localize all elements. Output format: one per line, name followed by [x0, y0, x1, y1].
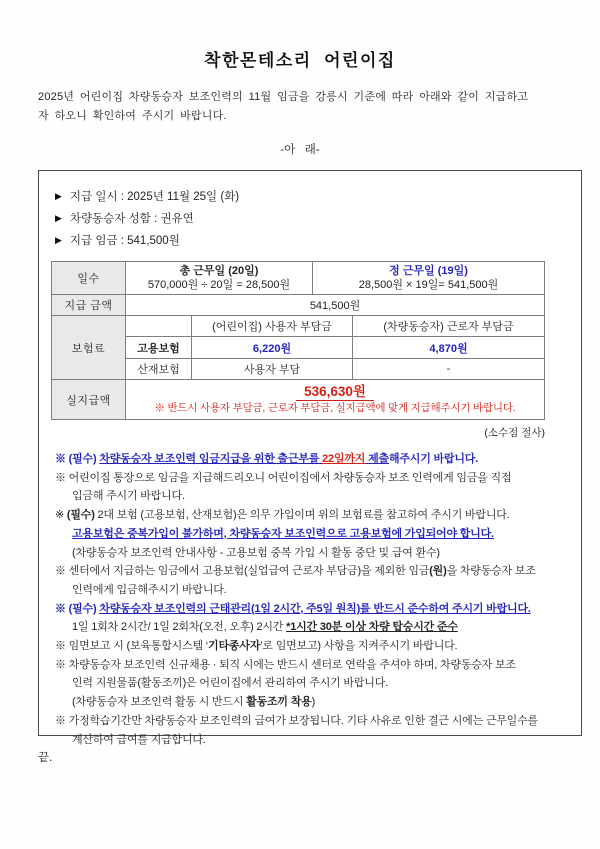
note-line: 인력에게 입금해주시기 바랍니다. — [72, 583, 227, 596]
worker-share-header-cell: (차량동승자) 근로자 부담금 — [353, 316, 545, 337]
actual-workdays-calc: 28,500원 × 19일= 541,500원 — [358, 279, 499, 291]
triangle-bullet-icon: ▶ — [55, 213, 62, 223]
note-line: (차량동승자 보조인력 안내사항 - 고용보험 중복 가입 시 활동 중단 및 급여 환수) — [72, 546, 440, 559]
note-line: 입금해 주시기 바랍니다. — [72, 490, 185, 503]
summary-bullets — [39, 186, 581, 252]
net-pay-value-cell — [126, 380, 545, 420]
bullet-passenger-name-text: 차량동승자 성함 : 권유연 — [69, 213, 194, 225]
insurance-empty-cell — [126, 316, 192, 337]
bullet-pay-amount — [55, 230, 581, 252]
actual-workdays-title: 정 근무일 (19일) — [389, 265, 468, 277]
table-row-net-pay — [52, 380, 545, 420]
pay-table — [51, 261, 545, 420]
note-line: 1일 1회차 2시간/ 1일 2회차(오전, 오후) 2시간 *1시간 30분 이상 차량 탑승시간 준수 — [72, 621, 458, 634]
total-workdays-calc: 570,000원 ÷ 20일 = 28,500원 — [147, 279, 291, 291]
note-line: 계산하여 급여를 지급합니다. — [72, 733, 206, 746]
insurance-label-cell: 보험료 — [52, 316, 126, 380]
industrial-employer-cell: 사용자 부담 — [192, 359, 353, 380]
page-title: 착한몬테소리 어린이집 — [204, 51, 396, 70]
table-row-days — [52, 262, 545, 295]
triangle-bullet-icon: ▶ — [55, 235, 62, 245]
note-line: ※ 차량동승자 보조인력 신규채용 · 퇴직 시에는 반드시 센터로 연락을 주셔야 하며, 차량동승자 보조 — [55, 658, 516, 671]
content-box — [38, 170, 582, 746]
amount-label-cell: 지급 금액 — [52, 295, 126, 316]
intro-line-2: 자 하오니 확인하여 주시기 바랍니다. — [38, 110, 227, 122]
total-workdays-cell — [126, 262, 313, 295]
days-label-cell: 일수 — [52, 262, 126, 295]
table-row-employment-insurance — [52, 337, 545, 359]
bullet-pay-date-text: 지급 일시 : 2025년 11월 25일 (화) — [69, 191, 240, 203]
table-row-insurance-header — [52, 316, 545, 337]
amount-value-cell: 541,500원 — [126, 295, 545, 316]
employment-employer-amount-cell: 6,220원 — [192, 337, 353, 359]
end-label: 끝. — [38, 752, 53, 764]
note-line: ※ (필수) 차량동승자 보조인력 임금지급을 위한 출근부를 22일까지 제출해주시기 바랍니다. — [55, 453, 479, 465]
actual-workdays-cell — [313, 262, 545, 295]
total-workdays-title: 총 근무일 (20일) — [179, 265, 259, 277]
below-label: -아 래- — [280, 144, 320, 156]
net-pay-label-cell: 실지급액 — [52, 380, 126, 420]
notes-list — [39, 450, 581, 749]
note-line: ※ 어린이집 통장으로 임금을 지급해드리오니 어린이집에서 차량동승자 보조 인력에게 임금을 직접 — [55, 471, 512, 484]
industrial-insurance-label-cell: 산재보험 — [126, 359, 192, 380]
employer-share-header-cell: (어린이집) 사용자 부담금 — [192, 316, 353, 337]
bullet-pay-date — [55, 186, 581, 208]
bullet-pay-amount-text: 지급 임금 : 541,500원 — [69, 235, 180, 247]
industrial-worker-cell: - — [353, 359, 545, 380]
rounding-note: (소수점 절사) — [484, 427, 545, 439]
net-pay-warning: ※ 반드시 사용자 부담금, 근로자 부담금, 실지급액에 맞게 지급해주시기 바랍니다. — [154, 402, 516, 414]
triangle-bullet-icon: ▶ — [55, 191, 62, 201]
employment-worker-amount-cell: 4,870원 — [353, 337, 545, 359]
table-row-industrial-insurance — [52, 359, 545, 380]
note-line: 인력 지원물품(활동조끼)은 어린이집에서 관리하여 주시기 바랍니다. — [72, 677, 388, 690]
note-line: ※ (필수) 차량동승자 보조인력의 근태관리(1일 2시간, 주5일 원칙)를 반드시 준수하여 주시기 바랍니다. — [55, 602, 531, 615]
note-line: ※ (필수) 2대 보험 (고용보험, 산재보험)은 의무 가입이며 위의 보험료를 참고하여 주시기 바랍니다. — [55, 509, 510, 522]
note-line: (차량동승자 보조인력 활동 시 반드시 활동조끼 착용) — [72, 696, 316, 709]
note-line: ※ 임면보고 시 (보육통합시스템 ‘기타종사자’로 임면보고) 사항을 지켜주시기 바랍니다. — [55, 640, 458, 653]
intro-paragraph — [38, 88, 550, 126]
table-row-amount — [52, 295, 545, 316]
note-line: 고용보험은 중복가입이 불가하며, 차량동승자 보조인력으로 고용보험에 가입되어야 합니다. — [72, 527, 494, 540]
note-line: ※ 센터에서 지급하는 임금에서 고용보험(실업급여 근로자 부담금)을 제외한 임금(원)을 차량동승자 보조 — [55, 565, 536, 578]
intro-line-1: 2025년 어린이집 차량동승자 보조인력의 11월 임금을 강릉시 기준에 따라 아래와 같이 지급하고 — [38, 91, 529, 103]
note-line: ※ 가정학습기간만 차량동승자 보조인력의 급여가 보장됩니다. 기타 사유로 인한 결근 시에는 근무일수를 — [55, 714, 538, 727]
employment-insurance-label-cell: 고용보험 — [126, 337, 192, 359]
net-pay-amount: 536,630원 — [296, 384, 374, 401]
bullet-passenger-name — [55, 208, 581, 230]
